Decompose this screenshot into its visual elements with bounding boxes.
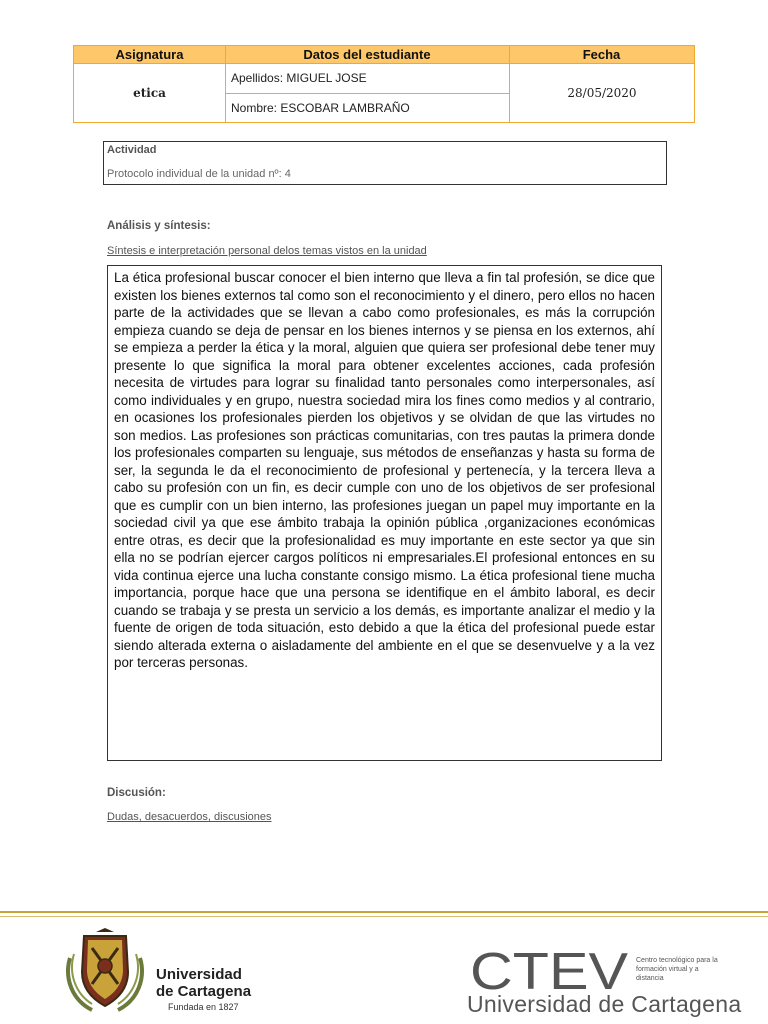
footer-rule xyxy=(0,916,768,917)
asignatura-value: etica xyxy=(133,86,166,100)
col-fecha-header: Fecha xyxy=(582,47,621,62)
ctev-tagline: Centro tecnológico para la formación virtual y a distancia xyxy=(636,957,718,982)
university-name-line1: Universidad xyxy=(156,966,242,983)
fecha-value: 28/05/2020 xyxy=(567,86,637,100)
col-datos-header: Datos del estudiante xyxy=(303,47,431,62)
discusion-subtitle: Dudas, desacuerdos, discusiones xyxy=(107,811,272,823)
university-name-line2: de Cartagena xyxy=(156,983,252,1000)
analisis-text-box xyxy=(107,265,662,761)
actividad-title: Actividad xyxy=(107,144,157,156)
ctev-logo-text: CTEV xyxy=(470,948,629,993)
ctev-university-name: Universidad de Cartagena xyxy=(467,991,742,1017)
footer-rule xyxy=(0,911,768,913)
analisis-title: Análisis y síntesis: xyxy=(107,220,211,232)
actividad-value: Protocolo individual de la unidad nº: 4 xyxy=(107,168,291,180)
analisis-subtitle: Síntesis e interpretación personal delos temas vistos en la unidad xyxy=(107,245,427,257)
analisis-text: La ética profesional buscar conocer el bien interno que lleva a fin tal profesión, se dice que existen los bienes externos tal como son el reconocimiento y el dinero, pero ellos no hacen parte de la actividades que se llevan a cabo como profesionales, es más la corrupción empieza cuando se deja de pensar en los bienes internos y se piensa en los externos, ahí se empieza a perder la ética y la moral, alguien que quiera ser profesional debe tener muy presente lo que significa la moral para obtener excelentes acciones, cada profesión necesita de virtudes para lograr su finalidad tanto personales como interpersonales, así como individuales y en grupo, nuestra sociedad mira los fines como medios y al contrario, en ocasiones los profesionales pierden los objetivos y se olvidan de que las virtudes no son medios. Las profesiones son prácticas comunitarias, con tres pautas la primera donde los profesionales comparten su lenguaje, sus métodos de enseñanzas y hasta su forma de ser, la segunda le da el reconocimiento de profesional y pertenecía, y la tercera lleva a cabo su profesión con un fin, es decir cumple con uno de los objetivos de ser profesional que es cumplir con un bien interno, las profesiones juegan un papel muy importante en la sociedad civil ya que ese ámbito trabaja la opinión pública ,organizaciones económicas entre otras, es decir que la profesionalidad es muy importante en este sector ya que sin ella no se podrían ejercer cargos políticos ni empresariales.El profesional entonces en su vida continua ejerce una lucha constante consigo mismo. La ética profesional tiene mucha importancia, porque hace que una persona se identifique en el ámbito laboral, es decir cuando se trabaja y se presta un servicio a los demás, es importante analizar el medio y la fuente de origen de toda situación, esto debido a que la ética del profesional puede estar siendo alterada externa o aisladamente del ambiente en el que se desenvuelve y a la vez por terceras personas. xyxy=(114,270,655,670)
nombre-value: Nombre: ESCOBAR LAMBRAÑO xyxy=(231,101,410,115)
university-founded: Fundada en 1827 xyxy=(168,1002,239,1012)
university-crest-icon xyxy=(62,928,148,1014)
ctev-logo xyxy=(470,948,630,993)
discusion-title: Discusión: xyxy=(107,787,166,799)
col-asignatura-header: Asignatura xyxy=(115,47,184,62)
actividad-box xyxy=(103,141,667,185)
divider xyxy=(225,46,226,122)
apellidos-value: Apellidos: MIGUEL JOSE xyxy=(231,71,367,85)
header-table xyxy=(73,45,695,123)
